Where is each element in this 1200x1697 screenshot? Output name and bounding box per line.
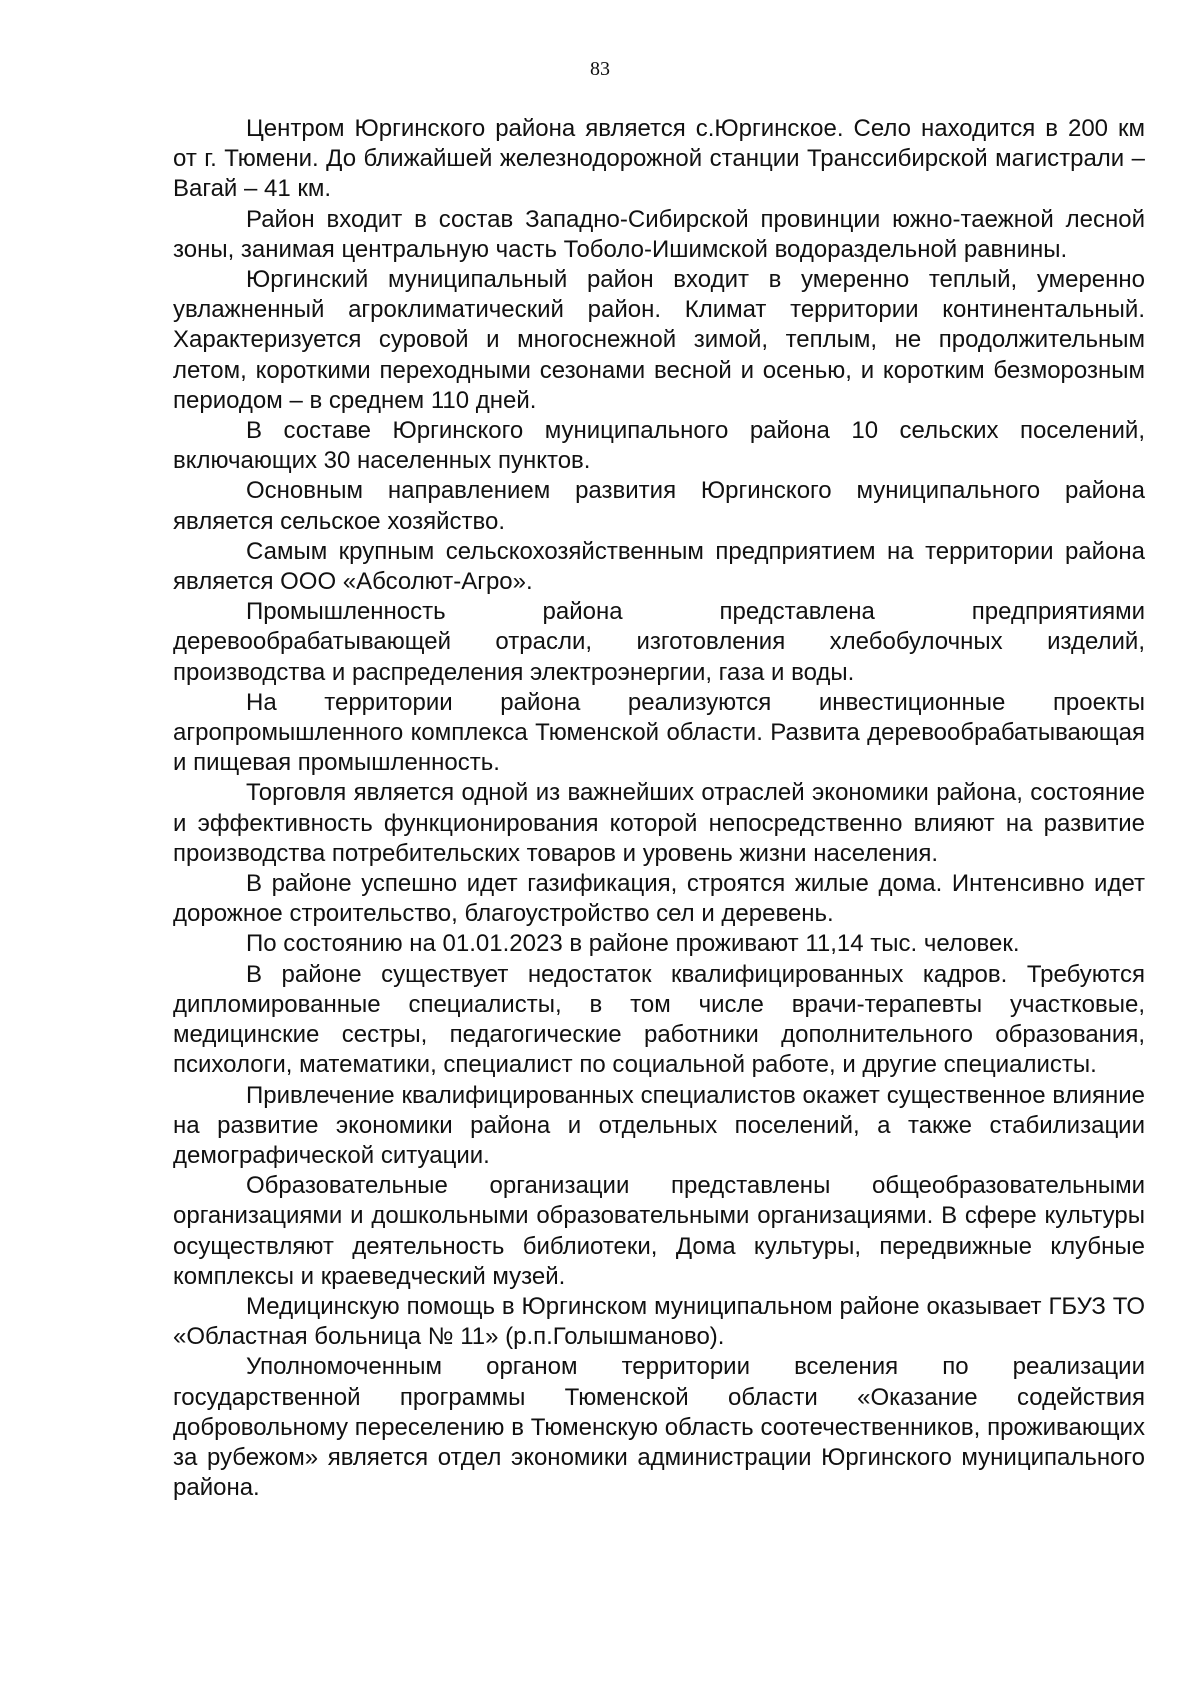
paragraph-gasification: В районе успешно идет газификация, строятся жилые дома. Интенсивно идет дорожное строительство, благоустройство сел и деревень. xyxy=(173,870,1145,928)
paragraph-climate: Юргинский муниципальный район входит в умеренно теплый, умеренно увлажненный агроклиматический район. Климат территории континентальный. Характеризуется суровой и многоснежной зимой, теплым, не продолжительным летом, короткими переходными сезонами весной и осенью, и коротким безморозным периодом – в среднем 110 дней. xyxy=(173,266,1145,414)
paragraph-district-center: Центром Юргинского района является с.Юргинское. Село находится в 200 км от г. Тюмени. До ближайшей железнодорожной станции Транссибирской магистрали – Вагай – 41 км. xyxy=(173,115,1145,203)
paragraph-main-direction: Основным направлением развития Юргинского муниципального района является сельское хозяйство. xyxy=(173,477,1145,535)
paragraph-staff-shortage: В районе существует недостаток квалифицированных кадров. Требуются дипломированные специалисты, в том числе врачи-терапевты участковые, медицинские сестры, педагогические работники дополнительного образования, психологи, математики, специалист по социальной работе, и другие специалисты. xyxy=(173,960,1145,1079)
paragraph-settlements: В составе Юргинского муниципального района 10 сельских поселений, включающих 30 населенных пунктов. xyxy=(173,417,1145,475)
paragraph-trade: Торговля является одной из важнейших отраслей экономики района, состояние и эффективность функционирования которой непосредственно влияют на развитие производства потребительских товаров и уровень жизни населения. xyxy=(173,779,1145,867)
document-body xyxy=(173,114,1145,1503)
paragraph-industry: Промышленность района представлена предприятиями деревообрабатывающей отрасли, изготовления хлебобулочных изделий, производства и распределения электроэнергии, газа и воды. xyxy=(173,598,1145,686)
paragraph-authorized-body: Уполномоченным органом территории вселения по реализации государственной программы Тюменской области «Оказание содействия добровольному переселению в Тюменскую область соотечественников, проживающих за рубежом» является отдел экономики администрации Юргинского муниципального района. xyxy=(173,1353,1145,1502)
paragraph-education-culture: Образовательные организации представлены общеобразовательными организациями и дошкольными образовательными организациями. В сфере культуры осуществляют деятельность библиотеки, Дома культуры, передвижные клубные комплексы и краеведческий музей. xyxy=(173,1172,1145,1290)
page-number: 83 xyxy=(590,58,610,80)
paragraph-largest-enterprise: Самым крупным сельскохозяйственным предприятием на территории района является ООО «Абсолют-Агро». xyxy=(173,537,1145,596)
paragraph-specialists-impact: Привлечение квалифицированных специалистов окажет существенное влияние на развитие экономики района и отдельных поселений, а также стабилизации демографической ситуации. xyxy=(173,1081,1145,1169)
paragraph-investment-projects: На территории района реализуются инвестиционные проекты агропромышленного комплекса Тюменской области. Развита деревообрабатывающая и пищевая промышленность. xyxy=(173,688,1145,777)
paragraph-population: По состоянию на 01.01.2023 в районе проживают 11,14 тыс. человек. xyxy=(246,930,1020,958)
paragraph-natural-zone: Район входит в состав Западно-Сибирской провинции южно-таежной лесной зоны, занимая центральную часть Тоболо-Ишимской водораздельной равнины. xyxy=(173,205,1145,263)
paragraph-medical-care: Медицинскую помощь в Юргинском муниципальном районе оказывает ГБУЗ ТО «Областная больница № 11» (р.п.Голышманово). xyxy=(173,1292,1145,1351)
